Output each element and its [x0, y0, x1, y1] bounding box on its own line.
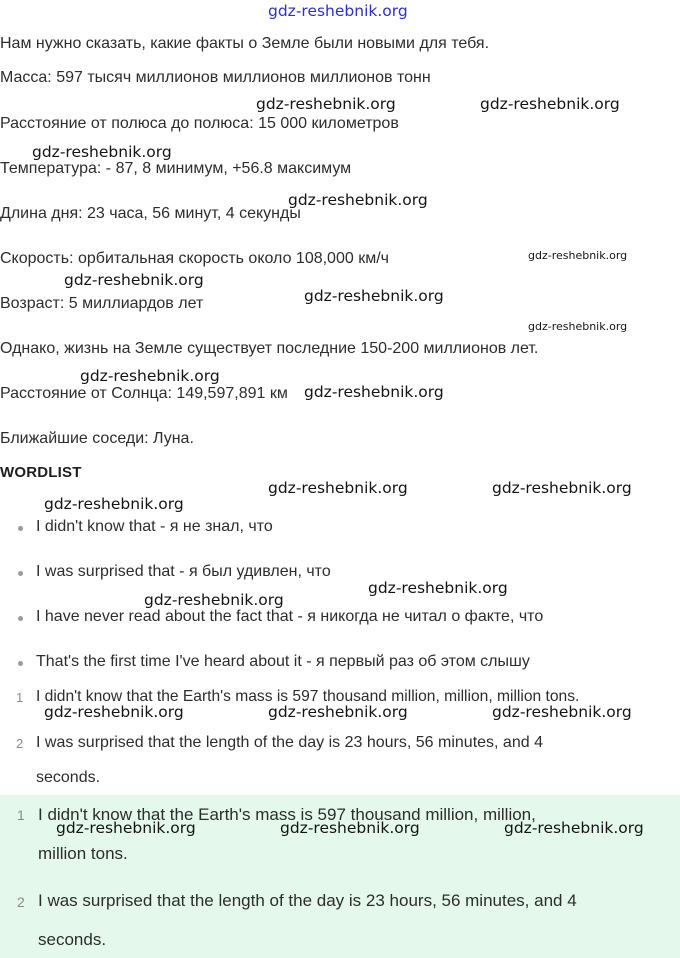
watermark: gdz-reshebnik.org — [56, 819, 196, 837]
watermark: gdz-reshebnik.org — [480, 95, 620, 113]
watermark: gdz-reshebnik.org — [44, 495, 184, 513]
bullet-dot — [18, 571, 23, 576]
watermark: gdz-reshebnik.org — [504, 819, 644, 837]
watermark: gdz-reshebnik.org — [288, 191, 428, 209]
wordlist-item: I have never read about the fact that - я никогда не читал о факте, что — [36, 608, 544, 625]
wordlist-item: I didn't know that - я не знал, что — [36, 518, 273, 535]
fact-temperature: Температура: - 87, 8 минимум, +56.8 максимум — [0, 160, 352, 177]
bullet-dot — [18, 616, 23, 621]
wordlist-item: That's the first time I've heard about it - я первый раз об этом слышу — [36, 653, 530, 670]
watermark: gdz-reshebnik.org — [144, 591, 284, 609]
watermark: gdz-reshebnik.org — [32, 143, 172, 161]
answer-text: I didn't know that the Earth's mass is 597 thousand million, million, million tons. — [36, 688, 580, 705]
watermark: gdz-reshebnik.org — [256, 95, 396, 113]
wordlist-item: I was surprised that - я был удивлен, что — [36, 563, 331, 580]
watermark: gdz-reshebnik.org — [528, 249, 628, 262]
fact-speed: Скорость: орбитальная скорость около 108,000 км/ч — [0, 250, 389, 267]
fact-day-length: Длина дня: 23 часа, 56 минут, 4 секунды — [0, 205, 301, 222]
fact-mass: Масса: 597 тысяч миллионов миллионов миллионов тонн — [0, 69, 431, 86]
watermark: gdz-reshebnik.org — [44, 703, 184, 721]
watermark: gdz-reshebnik.org — [368, 579, 508, 597]
fact-distance-poles: Расстояние от полюса до полюса: 15 000 километров — [0, 115, 399, 132]
answer-number: 1 — [16, 690, 24, 705]
highlighted-answer-number: 2 — [17, 894, 25, 910]
intro-text: Нам нужно сказать, какие факты о Земле были новыми для тебя. — [0, 35, 490, 52]
watermark: gdz-reshebnik.org — [528, 320, 628, 333]
bullet-dot — [18, 661, 23, 666]
highlighted-answer-number: 1 — [17, 807, 25, 823]
watermark: gdz-reshebnik.org — [268, 479, 408, 497]
answer-text: I was surprised that the length of the day is 23 hours, 56 minutes, and 4 — [36, 734, 543, 751]
fact-life: Однако, жизнь на Земле существует последние 150-200 миллионов лет. — [0, 340, 539, 357]
answer-number: 2 — [16, 736, 24, 751]
fact-distance-sun: Расстояние от Солнца: 149,597,891 км — [0, 385, 288, 402]
watermark: gdz-reshebnik.org — [280, 819, 420, 837]
highlighted-answer-text: I didn't know that the Earth's mass is 597 thousand million, million, — [38, 805, 536, 824]
watermark: gdz-reshebnik.org — [492, 703, 632, 721]
bullet-dot — [18, 526, 23, 531]
watermark: gdz-reshebnik.org — [304, 287, 444, 305]
watermark: gdz-reshebnik.org — [64, 271, 204, 289]
wordlist-heading: WORDLIST — [0, 464, 82, 481]
fact-neighbours: Ближайшие соседи: Луна. — [0, 430, 194, 447]
watermark: gdz-reshebnik.org — [268, 703, 408, 721]
fact-age: Возраст: 5 миллиардов лет — [0, 295, 204, 312]
highlighted-answer-text: I was surprised that the length of the day is 23 hours, 56 minutes, and 4 — [38, 891, 577, 910]
watermark: gdz-reshebnik.org — [304, 383, 444, 401]
watermark: gdz-reshebnik.org — [80, 367, 220, 385]
watermark-top[interactable]: gdz-reshebnik.org — [268, 2, 408, 20]
watermark: gdz-reshebnik.org — [492, 479, 632, 497]
highlighted-answer-text-continued: million tons. — [38, 844, 128, 863]
answer-text-continued: seconds. — [36, 769, 101, 786]
highlighted-answer-text-continued: seconds. — [38, 930, 107, 949]
